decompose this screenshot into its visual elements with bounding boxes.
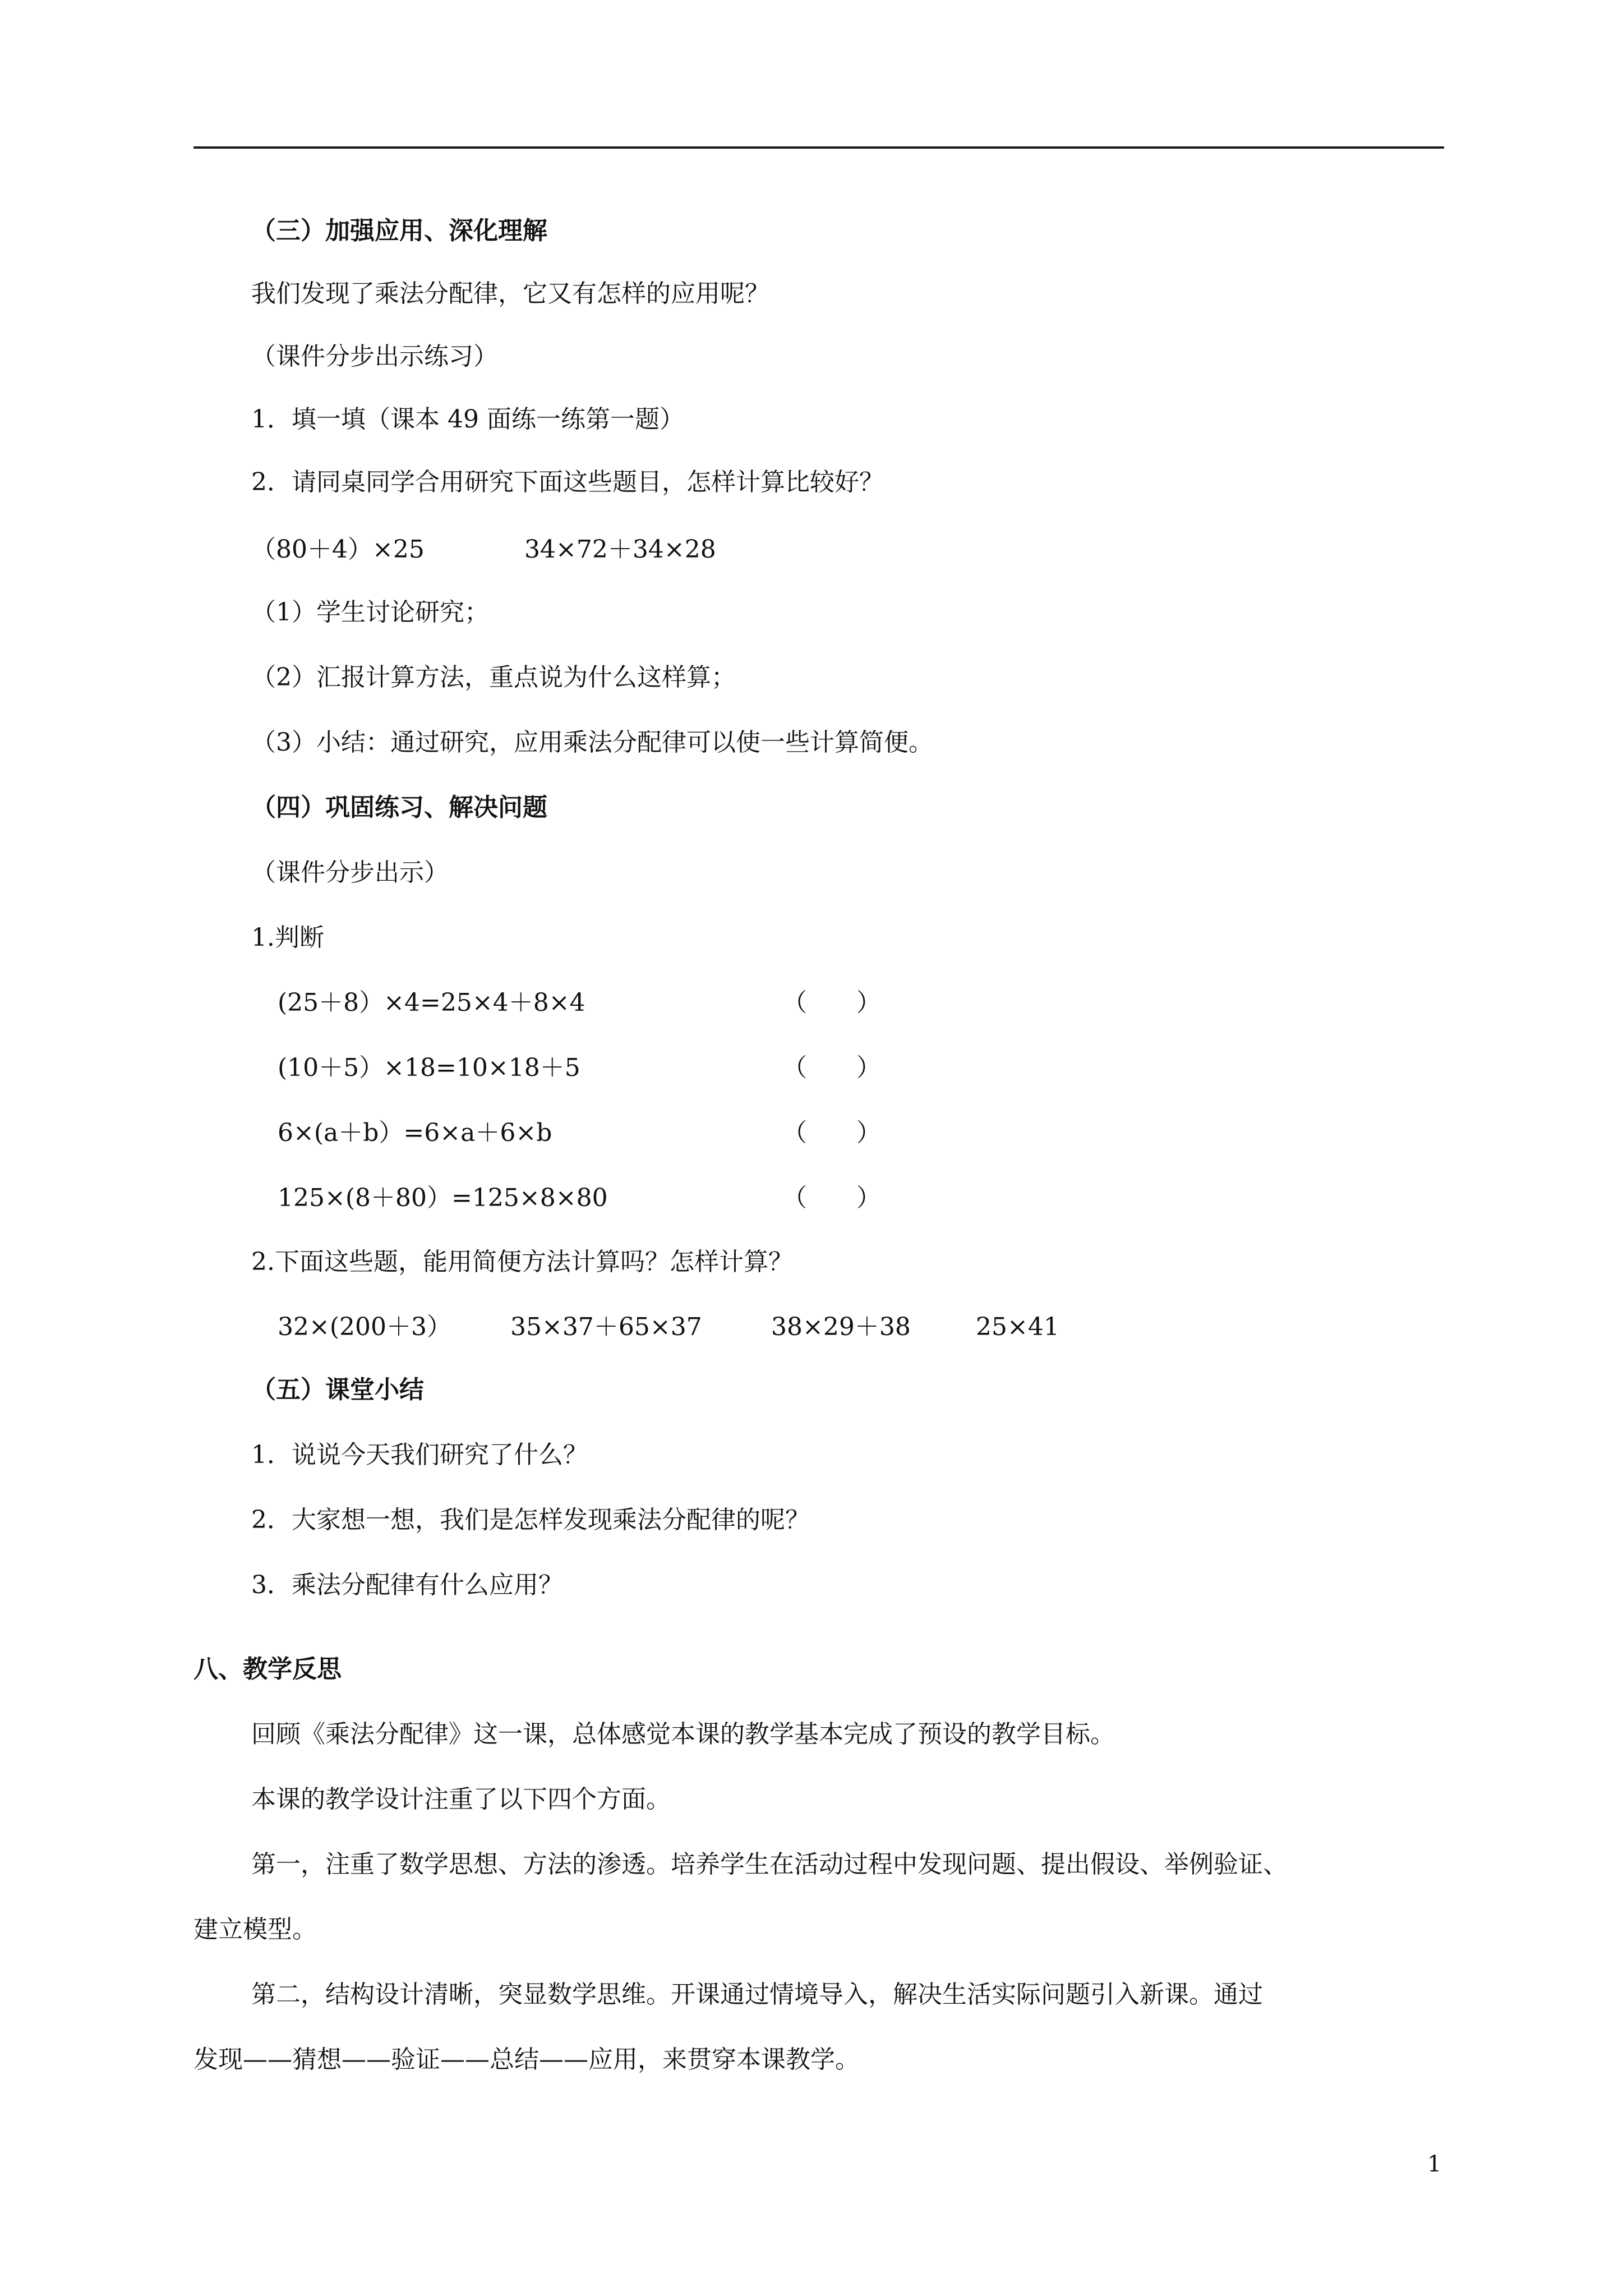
reflection-paragraph-3-line-1: 第一，注重了数学思想、方法的渗透。培养学生在活动过程中发现问题、提出假设、举例验证、 [251, 1850, 1288, 1879]
reflection-paragraph-1: 回顾《乘法分配律》这一课，总体感觉本课的教学基本完成了预设的教学目标。 [251, 1720, 1115, 1749]
judge-answer-blank: （ ） [782, 988, 881, 1017]
judge-expression: (25＋8）×4=25×4＋8×4 [278, 988, 585, 1017]
section3-step-2: （2）汇报计算方法，重点说为什么这样算； [251, 663, 736, 692]
calc-title: 2.下面这些题，能用简便方法计算吗？怎样计算？ [251, 1248, 793, 1276]
section-heading-3: （三）加强应用、深化理解 [251, 217, 547, 245]
judge-answer-blank: （ ） [782, 1119, 881, 1147]
section4-note: （课件分步出示） [251, 858, 449, 887]
summary-item: 3．乘法分配律有什么应用？ [251, 1571, 563, 1599]
reflection-paragraph-2: 本课的教学设计注重了以下四个方面。 [251, 1785, 671, 1814]
calc-expression: 35×37＋65×37 [510, 1313, 702, 1341]
section-heading-8: 八、教学反思 [193, 1655, 342, 1683]
calc-expression: 25×41 [976, 1313, 1059, 1341]
section3-step-3: （3）小结：通过研究，应用乘法分配律可以使一些计算简便。 [251, 728, 933, 757]
reflection-paragraph-3-line-2: 建立模型。 [193, 1915, 317, 1944]
judge-answer-blank: （ ） [782, 1184, 881, 1212]
section3-intro: 我们发现了乘法分配律，它又有怎样的应用呢？ [251, 279, 769, 308]
header-rule [193, 146, 1444, 149]
judge-answer-blank: （ ） [782, 1053, 881, 1082]
section3-expr-2: 34×72＋34×28 [524, 535, 716, 564]
calc-expression: 32×(200＋3） [278, 1313, 451, 1341]
calc-expression: 38×29＋38 [771, 1313, 911, 1341]
judge-expression: (10＋5）×18=10×18＋5 [278, 1053, 580, 1082]
reflection-paragraph-4-line-2: 发现——猜想——验证——总结——应用，来贯穿本课教学。 [193, 2045, 860, 2074]
summary-item: 1．说说今天我们研究了什么？ [251, 1441, 588, 1469]
section3-expr-1: （80＋4）×25 [251, 535, 425, 564]
section3-step-1: （1）学生讨论研究； [251, 598, 489, 627]
section-heading-4: （四）巩固练习、解决问题 [251, 793, 547, 822]
page-number: 1 [1427, 2151, 1442, 2177]
section3-item-1: 1．填一填（课本 49 面练一练第一题） [251, 405, 684, 434]
section-heading-5: （五）课堂小结 [251, 1375, 424, 1404]
judge-expression: 125×(8＋80）=125×8×80 [278, 1184, 608, 1212]
section3-note: （课件分步出示练习） [251, 342, 498, 371]
judge-title: 1.判断 [251, 923, 324, 952]
judge-expression: 6×(a＋b）=6×a＋6×b [278, 1119, 552, 1147]
summary-item: 2．大家想一想，我们是怎样发现乘法分配律的呢？ [251, 1506, 810, 1534]
section3-item-2: 2．请同桌同学合用研究下面这些题目，怎样计算比较好？ [251, 468, 884, 496]
reflection-paragraph-4-line-1: 第二，结构设计清晰，突显数学思维。开课通过情境导入，解决生活实际问题引入新课。通过 [251, 1980, 1263, 2009]
